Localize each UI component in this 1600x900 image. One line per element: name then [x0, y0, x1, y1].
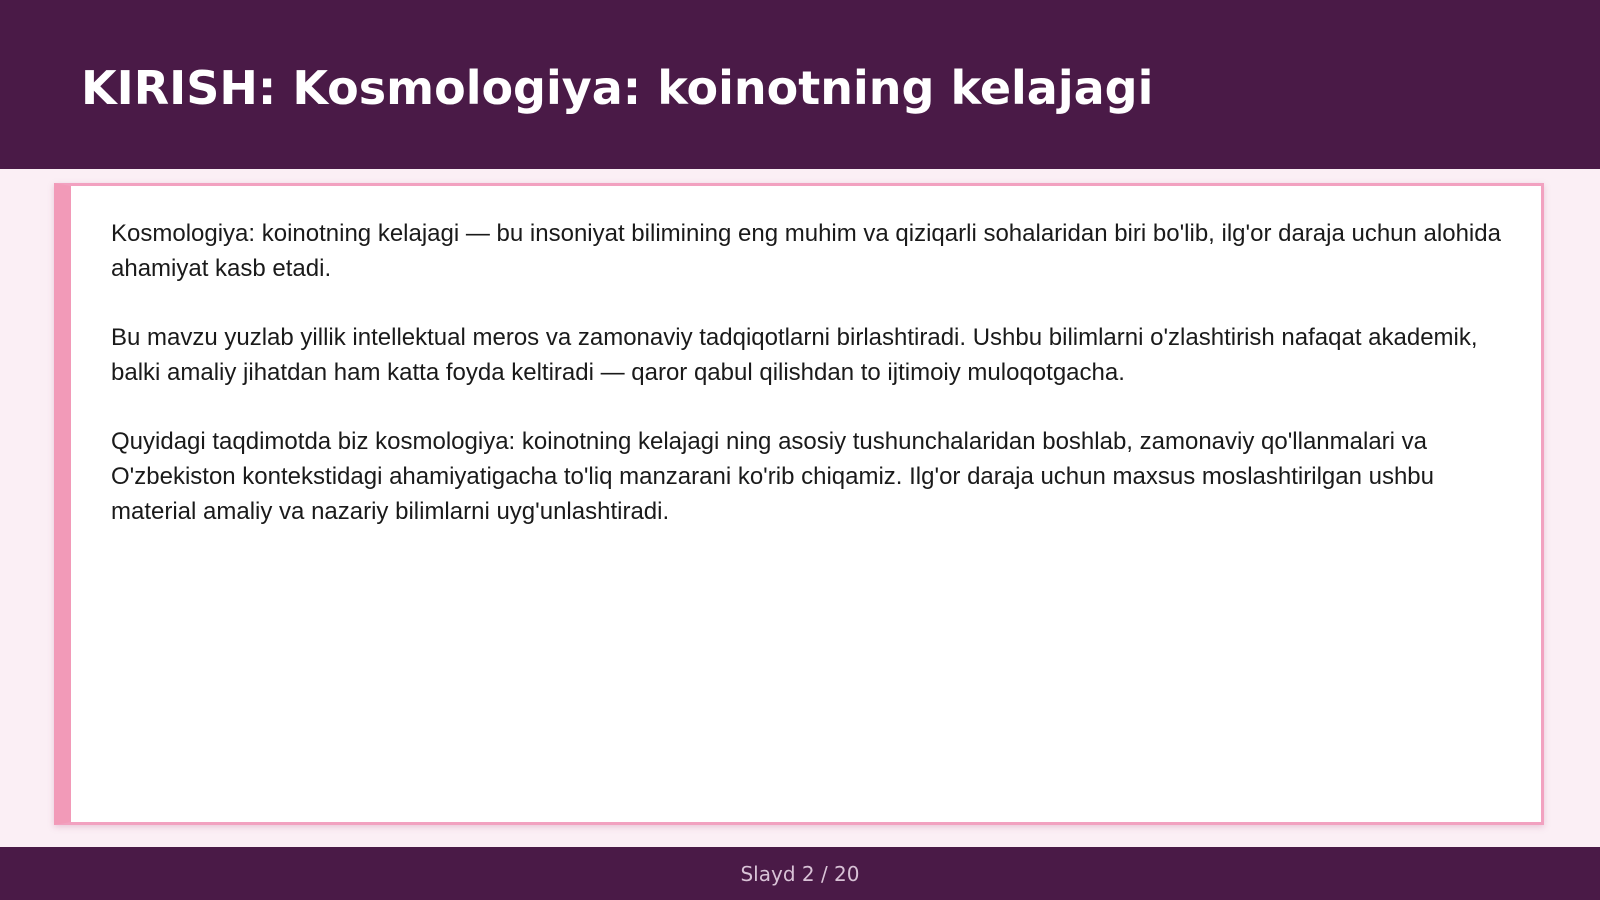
slide-title: KIRISH: Kosmologiya: koinotning kelajagi — [81, 61, 1154, 115]
slide-counter: Slayd 2 / 20 — [740, 862, 860, 886]
intro-paragraph-2: Bu mavzu yuzlab yillik intellektual meros va zamonaviy tadqiqotlarni birlashtiradi. Ushbu bilimlarni o'zlashtirish nafaqat akademik, balki amaliy jihatdan ham katta foyda keltiradi — qaror qabul qilishdan to ijtimoiy muloqotgacha. — [111, 324, 1478, 386]
intro-paragraph-3: Quyidagi taqdimotda biz kosmologiya: koinotning kelajagi ning asosiy tushunchalaridan boshlab, zamonaviy qo'llanmalari va O'zbekiston kontekstidagi ahamiyatigacha to'liq manzarani ko'rib chiqamiz. Ilg'or daraja uchun maxsus moslashtirilgan ushbu material amaliy va nazariy bilimlarni uyg'unlashtiradi. — [111, 428, 1434, 525]
content-body — [111, 216, 1501, 563]
slide-header — [0, 0, 1600, 169]
content-card — [54, 183, 1544, 825]
intro-paragraph-1: Kosmologiya: koinotning kelajagi — bu insoniyat bilimining eng muhim va qiziqarli sohalaridan biri bo'lib, ilg'or daraja uchun alohida ahamiyat kasb etadi. — [111, 220, 1501, 282]
slide-footer — [0, 847, 1600, 900]
